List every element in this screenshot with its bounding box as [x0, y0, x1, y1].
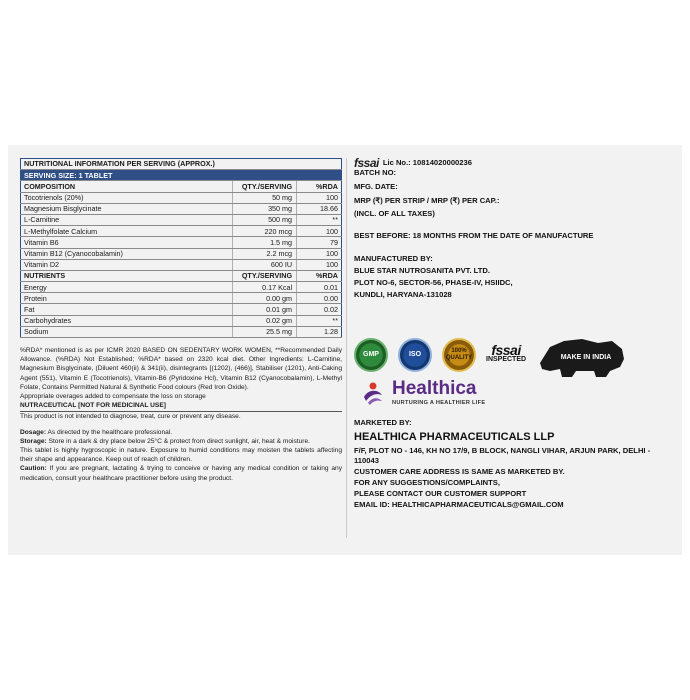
nutrient-name: Energy [21, 282, 233, 293]
healthica-logo-icon [360, 381, 386, 407]
fssai-inspected-caption: INSPECTED [486, 356, 527, 363]
ingredient-rda: 100 [297, 192, 342, 203]
composition-header-row [21, 181, 342, 192]
storage-label: Storage: [20, 437, 47, 445]
brand-tagline: NURTURING A HEALTHIER LIFE [392, 400, 486, 406]
header-cell: COMPOSITION [21, 181, 233, 192]
overages-note: Appropriate overages added to compensate the loss on storage [20, 393, 206, 401]
table-row [21, 259, 342, 270]
best-before: BEST BEFORE: 18 MONTHS FROM THE DATE OF MANUFACTURE [354, 231, 594, 240]
nutrients-header-row [21, 270, 342, 281]
table-row [21, 293, 342, 304]
license-number: Lic No.: 10814020000236 [382, 158, 472, 167]
marketed-by-label: MARKETED BY: [354, 418, 412, 427]
nutrient-qty: 0.17 Kcal [232, 282, 296, 293]
ingredient-qty: 220 mcg [232, 226, 296, 237]
manufacturer-address-2: KUNDLI, HARYANA-131028 [354, 290, 452, 299]
ingredient-name: Vitamin B6 [21, 237, 233, 248]
license-line [354, 158, 674, 168]
nutrition-section [20, 158, 342, 483]
customer-care-note: CUSTOMER CARE ADDRESS IS SAME AS MARKETED BY. [354, 467, 565, 476]
serving-size: SERVING SIZE: 1 TABLET [21, 170, 342, 181]
storage-text: Store in a dark & dry place below 25°C & protect from direct sunlight, air, heat & moisture. [46, 437, 310, 445]
iso-seal-icon: ISO [398, 338, 432, 372]
nutrient-qty: 25.5 mg [232, 326, 296, 337]
header-cell: NUTRIENTS [21, 270, 233, 281]
ingredient-rda: 18.66 [297, 203, 342, 214]
make-in-india-lion-icon [536, 333, 628, 377]
mrp-line: MRP (₹) PER STRIP / MRP (₹) PER CAP.: [354, 196, 500, 205]
fssai-inspected-badge [486, 342, 527, 365]
ingredient-qty: 500 mg [232, 214, 296, 225]
table-row [21, 203, 342, 214]
dosage-label: Dosage: [20, 428, 47, 436]
table-row [21, 315, 342, 326]
ingredient-qty: 50 mg [232, 192, 296, 203]
table-row [21, 237, 342, 248]
nutrient-name: Carbohydrates [21, 315, 233, 326]
ingredient-qty: 350 mg [232, 203, 296, 214]
quality-seal-icon: 100% QUALITY [442, 338, 476, 372]
table-row [21, 192, 342, 203]
marketer-address: F/F, PLOT NO - 146, KH NO 17/9, B BLOCK, NANGLI VIHAR, ARJUN PARK, DELHI - 110043 [354, 446, 651, 465]
nutrient-qty: 0.02 gm [232, 315, 296, 326]
storage-line [20, 437, 342, 446]
nutrient-qty: 0.00 gm [232, 293, 296, 304]
manufacturer-name: BLUE STAR NUTROSANITA PVT. LTD. [354, 266, 490, 275]
ingredient-rda: 100 [297, 226, 342, 237]
gmp-seal-icon: GMP [354, 338, 388, 372]
nutrient-name: Protein [21, 293, 233, 304]
ingredient-rda: 100 [297, 259, 342, 270]
nutrition-title: NUTRITIONAL INFORMATION PER SERVING (APPROX.) [21, 159, 342, 170]
header-cell: %RDA [297, 270, 342, 281]
nutrient-name: Fat [21, 304, 233, 315]
caution-line [20, 464, 342, 482]
table-row [21, 214, 342, 225]
divider [346, 158, 347, 538]
table-row [21, 248, 342, 259]
regulatory-section [354, 156, 674, 509]
nutrient-rda: 0.02 [297, 304, 342, 315]
header-cell: QTY./SERVING [232, 181, 296, 192]
marketer-name: HEALTHICA PHARMACEUTICALS LLP [354, 431, 555, 443]
disclaimer: This product is not intended to diagnose, treat, cure or prevent any disease. [20, 413, 241, 421]
nutraceutical-heading: NUTRACEUTICAL [NOT FOR MEDICINAL USE] [20, 401, 342, 412]
ingredient-rda: 79 [297, 237, 342, 248]
suggestions-line: FOR ANY SUGGESTIONS/COMPLAINTS, [354, 478, 500, 487]
fssai-mark: fssai [491, 342, 521, 358]
ingredient-qty: 2.2 mcg [232, 248, 296, 259]
ingredient-rda: ** [297, 214, 342, 225]
table-row [21, 326, 342, 337]
caution-text: If you are pregnant, lactating & trying to conceive or having any medical condition or taking any medication, consult your healthcare practitioner before using the product. [20, 465, 342, 482]
mfg-date: MFG. DATE: [354, 182, 398, 191]
ingredient-name: L-Methylfolate Calcium [21, 226, 233, 237]
ingredient-name: Vitamin D2 [21, 259, 233, 270]
tax-note: (INCL. OF ALL TAXES) [354, 209, 435, 218]
table-row [21, 282, 342, 293]
manufactured-by-label: MANUFACTURED BY: [354, 254, 433, 263]
email-line: EMAIL ID: HEALTHICAPHARMACEUTICALS@GMAIL.COM [354, 500, 564, 509]
ingredient-name: Tocotrienols (20%) [21, 192, 233, 203]
dosage-line [20, 428, 342, 437]
nutrition-table [20, 158, 342, 338]
ingredient-name: Vitamin B12 (Cyanocobalamin) [21, 248, 233, 259]
nutrient-qty: 0.01 gm [232, 304, 296, 315]
nutrient-name: Sodium [21, 326, 233, 337]
fssai-logo: fssai [354, 156, 379, 170]
dosage-text: As directed by the healthcare professional. [46, 428, 173, 436]
nutrient-rda: ** [297, 315, 342, 326]
rda-note: %RDA* mentioned is as per ICMR 2020 BASED ON SEDENTARY WORK WOMEN, **Recommended Daily Allowance. (%RDA) Not Established; %RDA* based on 2320 kcal diet. Other Ingredients: L-Carnitine, Magnesium Bisglycinate, (Diluent 460(ii) & 341(ii), disintegrants [(1202), (466)], Stabiliser (1201), Anti-Caking Agent (551), Vitamin E (Tocotrienols), Vitamin-B6 (Pyridoxine Hcl), Vitamin B12 (Cyanocobalamin), L-Methyl Folate, Contains Permitted Natural & Synthetic Food colours (Red Iron Oxide). [20, 347, 342, 391]
nutrient-rda: 0.00 [297, 293, 342, 304]
ingredient-name: L-Carnitine [21, 214, 233, 225]
nutrient-rda: 0.01 [297, 282, 342, 293]
batch-no: BATCH NO: [354, 168, 397, 177]
table-row [21, 226, 342, 237]
healthica-brand [360, 380, 485, 408]
support-line: PLEASE CONTACT OUR CUSTOMER SUPPORT [354, 489, 527, 498]
nutrient-rda: 1.28 [297, 326, 342, 337]
label-notes [20, 346, 342, 483]
certification-row [354, 333, 628, 377]
marketer-block [354, 418, 674, 510]
caution-label: Caution: [20, 465, 47, 473]
ingredient-name: Magnesium Bisglycinate [21, 203, 233, 214]
manufacturer-address-1: PLOT NO-6, SECTOR-56, PHASE-IV, HSIIDC, [354, 278, 513, 287]
make-in-india-text: MAKE IN INDIA [560, 354, 612, 361]
label-panel [8, 145, 682, 555]
ingredient-qty: 1.5 mg [232, 237, 296, 248]
hygroscopic-note: This tablet is highly hygroscopic in nature. Exposure to humid conditions may moisten the tablets affecting their shape and appearance. Keep out of reach of children. [20, 447, 342, 464]
header-cell: QTY./SERVING [232, 270, 296, 281]
ingredient-qty: 600 IU [232, 259, 296, 270]
ingredient-rda: 100 [297, 248, 342, 259]
brand-name: Healthica [392, 378, 477, 399]
header-cell: %RDA [297, 181, 342, 192]
table-row [21, 304, 342, 315]
